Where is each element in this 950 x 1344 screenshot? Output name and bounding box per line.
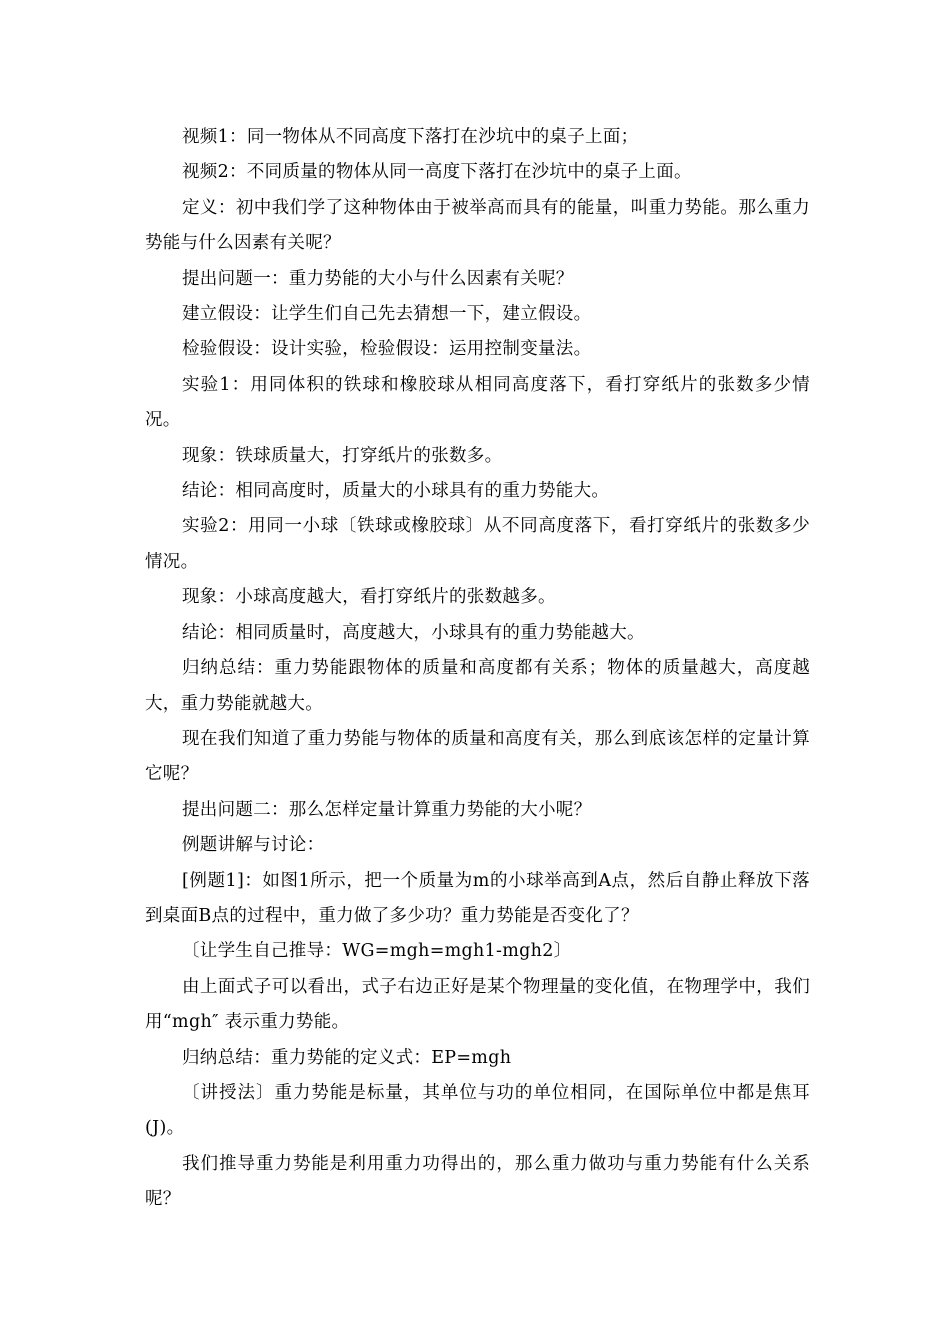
paragraph: [例题1]：如图1所示，把一个质量为m的小球举高到A点，然后自静止释放下落到桌面B点的过程中，重力做了多少功？重力势能是否变化了？ bbox=[145, 870, 810, 926]
paragraph: 归纳总结：重力势能的定义式：EP=mgh bbox=[182, 1047, 512, 1068]
paragraph: 定义：初中我们学了这种物体由于被举高而具有的能量，叫重力势能。那么重力势能与什么因素有关呢？ bbox=[145, 197, 810, 254]
paragraph: 视频2：不同质量的物体从同一高度下落打在沙坑中的桌子上面。 bbox=[182, 162, 692, 183]
paragraph: 实验1：用同体积的铁球和橡胶球从相同高度落下，看打穿纸片的张数多少情况。 bbox=[145, 374, 810, 431]
paragraph: 归纳总结：重力势能跟物体的质量和高度都有关系；物体的质量越大，高度越大，重力势能就越大。 bbox=[145, 658, 810, 714]
paragraph: 提出问题一：重力势能的大小与什么因素有关呢？ bbox=[182, 268, 574, 289]
paragraph: 检验假设：设计实验，检验假设：运用控制变量法。 bbox=[182, 339, 592, 360]
paragraph: 结论：相同高度时，质量大的小球具有的重力势能大。 bbox=[182, 481, 610, 502]
paragraph: 我们推导重力势能是利用重力功得出的，那么重力做功与重力势能有什么关系呢？ bbox=[145, 1153, 810, 1210]
paragraph: 例题讲解与讨论： bbox=[182, 835, 325, 856]
paragraph: 〔让学生自己推导：WG=mgh=mgh1-mgh2〕 bbox=[182, 941, 572, 962]
paragraph: 现象：小球高度越大，看打穿纸片的张数越多。 bbox=[182, 587, 556, 608]
paragraph: 建立假设：让学生们自己先去猜想一下，建立假设。 bbox=[182, 304, 592, 325]
paragraph: 结论：相同质量时，高度越大，小球具有的重力势能越大。 bbox=[182, 622, 645, 643]
paragraph: 现在我们知道了重力势能与物体的质量和高度有关，那么到底该怎样的定量计算它呢？ bbox=[145, 728, 810, 785]
paragraph: 实验2：用同一小球〔铁球或橡胶球〕从不同高度落下，看打穿纸片的张数多少情况。 bbox=[145, 516, 810, 572]
paragraph: 现象：铁球质量大，打穿纸片的张数多。 bbox=[182, 445, 503, 466]
paragraph: 提出问题二：那么怎样定量计算重力势能的大小呢？ bbox=[182, 799, 592, 820]
paragraph: 〔讲授法〕重力势能是标量，其单位与功的单位相同，在国际单位中都是焦耳(J)。 bbox=[145, 1082, 810, 1139]
paragraph: 由上面式子可以看出，式子右边正好是某个物理量的变化值，在物理学中，我们用“mgh″ 表示重力势能。 bbox=[145, 976, 810, 1033]
paragraph: 视频1：同一物体从不同高度下落打在沙坑中的桌子上面； bbox=[182, 127, 639, 147]
document-body bbox=[145, 120, 810, 1218]
